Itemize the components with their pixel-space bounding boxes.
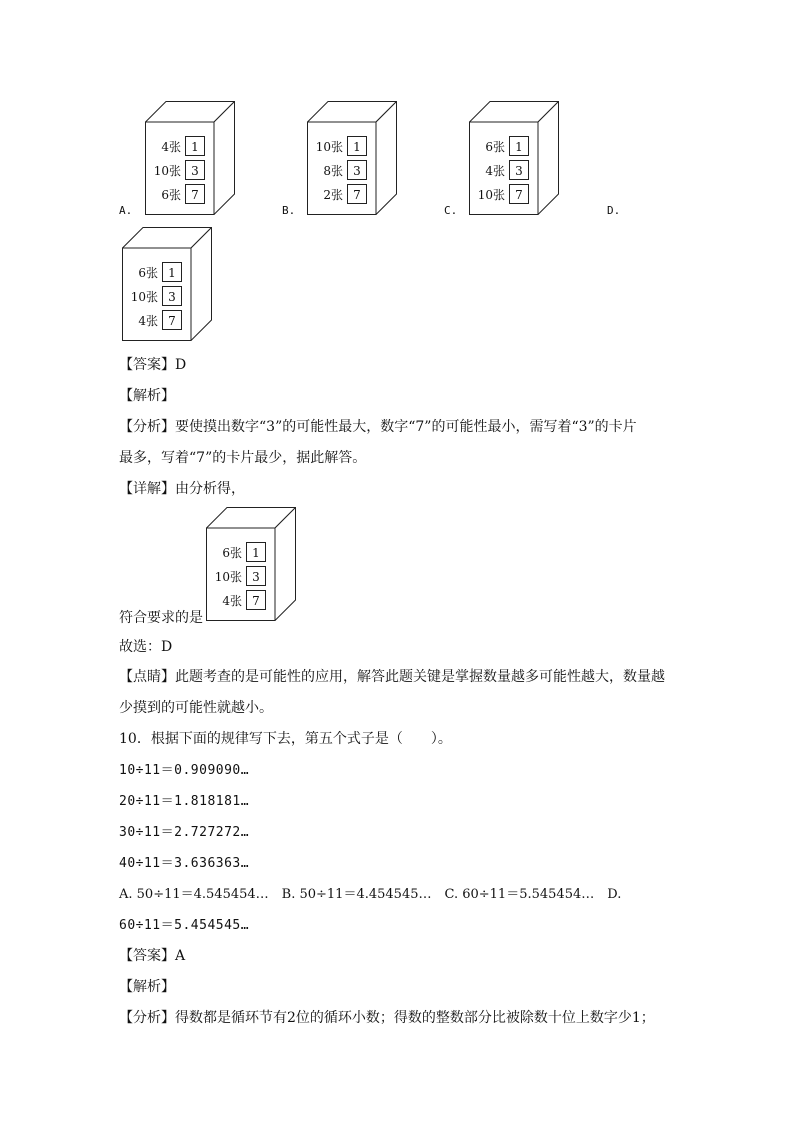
answer-2: 【答案】A: [119, 948, 186, 964]
card-count: 8张: [323, 164, 343, 178]
card-count: 10张: [130, 290, 158, 304]
option-c-label: C.: [444, 204, 458, 217]
card-number: 1: [347, 136, 367, 156]
card-count: 4张: [138, 314, 158, 328]
card-count: 10张: [477, 188, 505, 202]
option-a-box: [145, 101, 235, 215]
card-number: 3: [347, 160, 367, 180]
card-number: 3: [162, 286, 182, 306]
equation-1: 10÷11＝0.909090…: [119, 763, 250, 778]
analysis-2-line-1: 【分析】得数都是循环节有2位的循环小数；得数的整数部分比被除数十位上数字少1；: [119, 1010, 655, 1026]
option-d-label: D.: [607, 204, 621, 217]
fits-requirement-text: 符合要求的是: [119, 610, 203, 626]
analysis-heading-2: 【解析】: [119, 979, 175, 995]
commentary-line-1: 【点睛】此题考查的是可能性的应用，解答此题关键是掌握数量越多可能性越大，数量越: [119, 669, 665, 685]
options-line-2: 60÷11＝5.454545…: [119, 918, 250, 933]
commentary-line-2: 少摸到的可能性就越小。: [119, 700, 273, 716]
card-count: 4张: [485, 164, 505, 178]
card-number: 7: [509, 184, 529, 204]
equation-4: 40÷11＝3.636363…: [119, 856, 250, 871]
card-count: 2张: [323, 188, 343, 202]
equation-2: 20÷11＝1.818181…: [119, 794, 250, 809]
question-10: 10．根据下面的规律写下去，第五个式子是（ ）。: [119, 731, 452, 747]
option-d-box: [122, 227, 212, 341]
card-count: 10张: [315, 140, 343, 154]
answer-box: [206, 507, 296, 621]
card-number: 7: [347, 184, 367, 204]
detail-heading: 【详解】由分析得，: [119, 481, 245, 497]
analysis-1-line-2: 最多，写着“7”的卡片最少，据此解答。: [119, 450, 367, 466]
card-count: 6张: [138, 266, 158, 280]
card-number: 1: [162, 262, 182, 282]
card-number: 1: [509, 136, 529, 156]
card-number: 1: [246, 542, 266, 562]
option-c-box: [469, 101, 559, 215]
analysis-1-line-1: 【分析】要使摸出数字“3”的可能性最大，数字“7”的可能性最小，需写着“3”的卡片: [119, 419, 637, 435]
card-number: 1: [185, 136, 205, 156]
card-count: 6张: [485, 140, 505, 154]
option-a-label: A.: [119, 204, 133, 217]
option-b-label: B.: [282, 204, 296, 217]
card-count: 4张: [222, 594, 242, 608]
card-number: 7: [162, 310, 182, 330]
card-number: 7: [185, 184, 205, 204]
card-count: 10张: [214, 570, 242, 584]
card-number: 3: [509, 160, 529, 180]
card-count: 6张: [161, 188, 181, 202]
card-count: 4张: [161, 140, 181, 154]
choice-result: 故选：D: [119, 639, 173, 655]
analysis-heading-1: 【解析】: [119, 388, 175, 404]
card-number: 7: [246, 590, 266, 610]
equation-3: 30÷11＝2.727272…: [119, 825, 250, 840]
card-number: 3: [185, 160, 205, 180]
answer-1: 【答案】D: [119, 357, 187, 373]
card-count: 10张: [153, 164, 181, 178]
card-number: 3: [246, 566, 266, 586]
options-line-1: A. 50÷11＝4.545454… B. 50÷11＝4.454545… C. 60÷11＝5.545454… D.: [119, 887, 622, 902]
card-count: 6张: [222, 546, 242, 560]
option-b-box: [307, 101, 397, 215]
